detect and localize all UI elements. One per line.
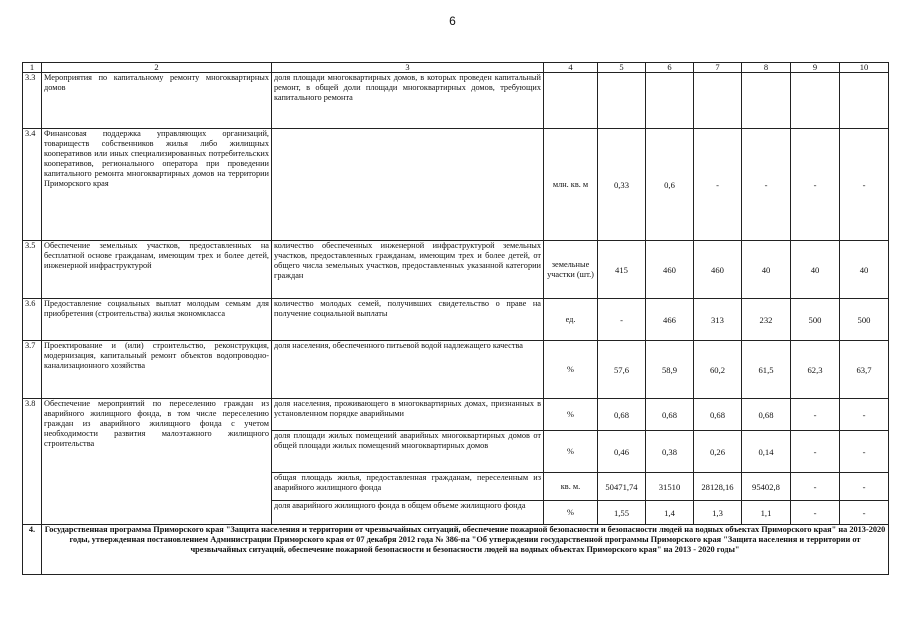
value-cell: 28128,16 (694, 473, 742, 501)
unit-cell: % (544, 431, 598, 473)
value-cell: - (598, 299, 646, 341)
value-cell: - (840, 501, 889, 525)
unit-cell: % (544, 341, 598, 399)
unit-cell: земельные участки (шт.) (544, 241, 598, 299)
table-row (23, 129, 889, 241)
row-number: 3.4 (23, 129, 42, 241)
value-cell: 0,68 (598, 399, 646, 431)
value-cell: 1,55 (598, 501, 646, 525)
value-cell (598, 73, 646, 129)
indicator-cell: доля площади многоквартирных домов, в которых проведен капитальный ремонт, в общей доли площади многоквартирных домов, требующих капитального ремонта (272, 73, 544, 129)
unit-cell: млн. кв. м (544, 129, 598, 241)
value-cell: - (840, 431, 889, 473)
value-cell: 0,6 (646, 129, 694, 241)
value-cell: - (840, 129, 889, 241)
row-number: 3.7 (23, 341, 42, 399)
value-cell: - (791, 399, 840, 431)
value-cell: - (791, 473, 840, 501)
activity-cell: Обеспечение земельных участков, предоставленных на бесплатной основе гражданам, имеющим трех и более детей, инженерной инфраструктурой (42, 241, 272, 299)
column-header: 3 (272, 63, 544, 73)
value-cell: 0,46 (598, 431, 646, 473)
indicator-cell: доля аварийного жилищного фонда в общем объеме жилищного фонда (272, 501, 544, 525)
unit-cell (544, 73, 598, 129)
value-cell (791, 73, 840, 129)
value-cell: 460 (694, 241, 742, 299)
column-number-row (23, 63, 889, 73)
column-header: 1 (23, 63, 42, 73)
indicator-cell: общая площадь жилья, предоставленная гражданам, переселенным из аварийного жилищного фонда (272, 473, 544, 501)
value-cell: 500 (791, 299, 840, 341)
column-header: 8 (742, 63, 791, 73)
table-row (23, 399, 889, 431)
value-cell: 60,2 (694, 341, 742, 399)
value-cell: 50471,74 (598, 473, 646, 501)
table-row (23, 299, 889, 341)
value-cell: 0,68 (646, 399, 694, 431)
indicator-cell: доля населения, обеспеченного питьевой водой надлежащего качества (272, 341, 544, 399)
value-cell: - (742, 129, 791, 241)
indicator-cell: количество молодых семей, получивших свидетельство о праве на получение социальной выплаты (272, 299, 544, 341)
value-cell: 40 (791, 241, 840, 299)
page-number: 6 (449, 14, 456, 28)
value-cell: 500 (840, 299, 889, 341)
value-cell: 40 (840, 241, 889, 299)
program-title: Государственная программа Приморского края "Защита населения и территории от чрезвычайных ситуаций, обеспечение пожарной безопасности и безопасности людей на водных объектах Приморского края" на 2013-2020 годы, утвержденная постановлением Администрации Приморского края от 07 декабря 2012 года № 386-па "Об утверждении государственной программы Приморского края "Защита населения и территории от чрезвычайных ситуаций, обеспечение пожарной безопасности и безопасности людей на водных объектах Приморского края" на 2013 - 2020 годы" (42, 525, 889, 575)
value-cell: 0,68 (694, 399, 742, 431)
value-cell: 1,3 (694, 501, 742, 525)
value-cell: 58,9 (646, 341, 694, 399)
activity-cell: Проектирование и (или) строительство, реконструкция, модернизация, капитальный ремонт объектов водопроводно-канализационного хозяйства (42, 341, 272, 399)
value-cell (742, 73, 791, 129)
activity-cell: Обеспечение мероприятий по переселению граждан из аварийного жилищного фонда, в том числе переселению граждан из аварийного жилищного фонда с учетом необходимости развития малоэтажного жилищного строительства (42, 399, 272, 525)
value-cell: - (840, 399, 889, 431)
indicator-cell (272, 129, 544, 241)
activity-cell: Мероприятия по капитальному ремонту многоквартирных домов (42, 73, 272, 129)
unit-cell: % (544, 501, 598, 525)
value-cell: 0,26 (694, 431, 742, 473)
column-header: 6 (646, 63, 694, 73)
value-cell: 95402,8 (742, 473, 791, 501)
value-cell: - (791, 431, 840, 473)
value-cell (840, 73, 889, 129)
value-cell: - (791, 129, 840, 241)
value-cell (646, 73, 694, 129)
value-cell: 1,4 (646, 501, 694, 525)
value-cell: 313 (694, 299, 742, 341)
value-cell: 57,6 (598, 341, 646, 399)
table-body (23, 63, 889, 575)
column-header: 4 (544, 63, 598, 73)
indicator-cell: доля площади жилых помещений аварийных многоквартирных домов от общей площади жилых помещений многоквартирных домов (272, 431, 544, 473)
table-row (23, 241, 889, 299)
value-cell: 466 (646, 299, 694, 341)
indicator-cell: количество обеспеченных инженерной инфраструктурой земельных участков, предоставленных гражданам, имеющим трех и более детей, от общего числа земельных участков, предоставленных указанной категории граждан (272, 241, 544, 299)
column-header: 7 (694, 63, 742, 73)
value-cell: 232 (742, 299, 791, 341)
value-cell: 0,33 (598, 129, 646, 241)
column-header: 2 (42, 63, 272, 73)
value-cell (694, 73, 742, 129)
row-number: 3.6 (23, 299, 42, 341)
value-cell: 62,3 (791, 341, 840, 399)
row-number: 3.5 (23, 241, 42, 299)
indicators-table (22, 62, 889, 575)
row-number: 3.3 (23, 73, 42, 129)
row-number: 3.8 (23, 399, 42, 525)
column-header: 5 (598, 63, 646, 73)
activity-cell: Предоставление социальных выплат молодым семьям для приобретения (строительства) жилья экономкласса (42, 299, 272, 341)
value-cell: 415 (598, 241, 646, 299)
table-row (23, 341, 889, 399)
value-cell: 40 (742, 241, 791, 299)
program-row (23, 525, 889, 575)
value-cell: 63,7 (840, 341, 889, 399)
value-cell: - (840, 473, 889, 501)
program-number: 4. (23, 525, 42, 575)
unit-cell: ед. (544, 299, 598, 341)
value-cell: 0,14 (742, 431, 791, 473)
value-cell: 0,68 (742, 399, 791, 431)
value-cell: 31510 (646, 473, 694, 501)
column-header: 9 (791, 63, 840, 73)
value-cell: 460 (646, 241, 694, 299)
activity-cell: Финансовая поддержка управляющих организаций, товариществ собственников жилья либо жилищных кооперативов или иных специализированных потребительских кооперативов, регионального оператора при проведении капитального ремонта многоквартирных домов на территории Приморского края (42, 129, 272, 241)
value-cell: 61,5 (742, 341, 791, 399)
value-cell: - (791, 501, 840, 525)
table-row (23, 73, 889, 129)
value-cell: 0,38 (646, 431, 694, 473)
column-header: 10 (840, 63, 889, 73)
unit-cell: кв. м. (544, 473, 598, 501)
unit-cell: % (544, 399, 598, 431)
indicator-cell: доля населения, проживающего в многоквартирных домах, признанных в установленном порядке аварийными (272, 399, 544, 431)
value-cell: - (694, 129, 742, 241)
value-cell: 1,1 (742, 501, 791, 525)
